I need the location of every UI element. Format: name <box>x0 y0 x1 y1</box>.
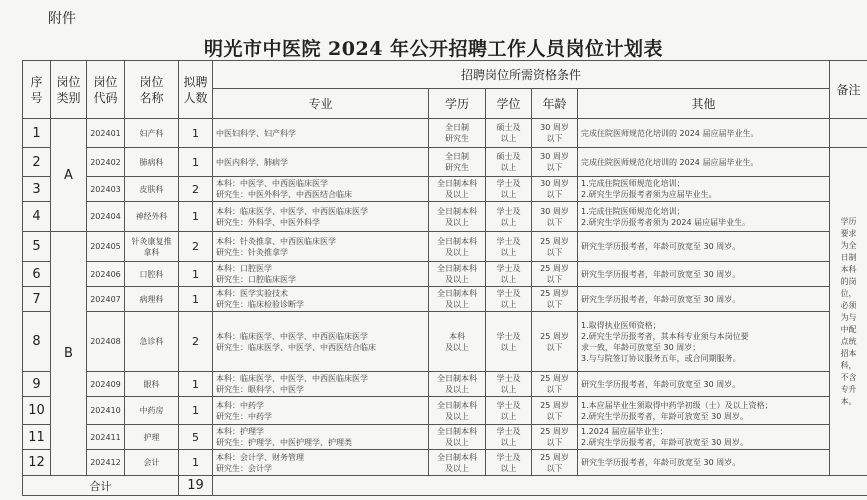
cell-line: 为与 <box>840 312 857 322</box>
degree-requirement <box>486 397 532 425</box>
cell-line: 及以上 <box>445 411 469 421</box>
table-row <box>23 312 867 372</box>
cell-line: 岗位 <box>56 74 81 89</box>
cell-line: 研究生学历报考者，年龄可放宽至 30 周岁。 <box>581 242 741 251</box>
cell-line: 针灸康复推 <box>131 236 172 246</box>
cell-line: 学士及 <box>496 289 521 298</box>
cell-line: 妇产科 <box>139 128 164 138</box>
cell-line: 类别 <box>56 90 81 105</box>
row-number: 11 <box>23 425 51 450</box>
post-code: 202411 <box>87 425 125 450</box>
post-code: 202409 <box>87 372 125 397</box>
cell-line: 全日制本科 <box>437 400 477 410</box>
cell-line: 科， <box>840 360 857 370</box>
education-requirement <box>429 119 486 148</box>
cell-line: 1.完成住院医师规范化培训； <box>581 206 685 216</box>
header-code <box>87 61 125 119</box>
age-requirement <box>532 119 578 148</box>
major-requirement <box>213 148 429 177</box>
age-requirement <box>532 148 578 177</box>
head-count: 2 <box>179 312 213 372</box>
remarks-note <box>830 148 867 476</box>
cell-line: 30 周岁 <box>540 123 569 132</box>
cell-line: 3.与与院签订协议服务五年，或合同期服务。 <box>581 353 741 363</box>
header-education: 学历 <box>429 89 486 119</box>
table-row <box>23 262 867 287</box>
cell-line: 学士及 <box>496 264 521 273</box>
post-name <box>125 450 179 476</box>
post-name <box>125 148 179 177</box>
cell-line: 以下 <box>546 134 563 143</box>
row-number: 7 <box>23 287 51 312</box>
cell-line: 急诊科 <box>139 337 164 346</box>
cell-line: 2.研究生学历报考者，年龄可放宽至 30 周岁。 <box>581 438 748 447</box>
cell-line: 全日制本科 <box>437 264 477 273</box>
total-count: 19 <box>179 476 213 496</box>
cell-line: 硕士及 <box>496 152 521 161</box>
row-number: 3 <box>23 177 51 202</box>
post-code: 202410 <box>87 397 125 425</box>
cell-line: 以下 <box>546 275 563 284</box>
degree-requirement <box>486 287 532 312</box>
cell-line: 学士及 <box>496 452 521 462</box>
other-requirement <box>578 450 830 476</box>
cell-line: 学士及 <box>496 374 521 383</box>
cell-line: 本科 <box>449 331 465 341</box>
cell-line: 人数 <box>183 90 208 105</box>
head-count: 1 <box>179 202 213 232</box>
age-requirement <box>532 372 578 397</box>
cell-line: 25 周岁 <box>540 400 569 410</box>
cell-line: 及以上 <box>445 300 469 309</box>
cell-line: 以上 <box>500 134 517 143</box>
cell-line: 专升 <box>840 384 857 394</box>
cell-line: 全日制本科 <box>437 236 477 246</box>
head-count: 1 <box>179 287 213 312</box>
post-name <box>125 397 179 425</box>
cell-line: 本科：中药学 <box>216 400 264 410</box>
cell-line: 本科：针灸推拿、中西医临床医学 <box>216 236 336 246</box>
header-degree: 学位 <box>486 89 532 119</box>
cell-line: 招本 <box>840 348 857 358</box>
cell-line: 硕士及 <box>496 123 521 132</box>
other-requirement <box>578 425 830 450</box>
header-age: 年龄 <box>532 89 578 119</box>
cell-line: 全日制本科 <box>437 179 477 188</box>
cell-line: 本科：临床医学、中医学、中西医临床医学 <box>216 206 368 216</box>
table-row <box>23 177 867 202</box>
row-number: 12 <box>23 450 51 476</box>
cell-line: 及以上 <box>445 385 469 394</box>
head-count: 1 <box>179 372 213 397</box>
age-requirement <box>532 232 578 262</box>
education-requirement <box>429 202 486 232</box>
major-requirement <box>213 287 429 312</box>
major-requirement <box>213 119 429 148</box>
other-requirement <box>578 148 830 177</box>
cell-line: 25 周岁 <box>540 374 569 383</box>
cell-line: 以下 <box>546 300 563 309</box>
other-requirement <box>578 397 830 425</box>
cell-line: 中药房 <box>139 406 164 415</box>
cell-line: 以上 <box>500 385 517 394</box>
document-title: 明光市中医院 2024 年公开招聘工作人员岗位计划表 <box>203 38 664 60</box>
row-number: 4 <box>23 202 51 232</box>
cell-line: 25 周岁 <box>540 427 569 436</box>
education-requirement <box>429 287 486 312</box>
cell-line: 以上 <box>500 163 517 172</box>
post-code: 202403 <box>87 177 125 202</box>
cell-line: 口腔科 <box>139 269 164 279</box>
cell-line: 1.本应届毕业生须取得中药学初级（士）及以上资格； <box>581 400 773 410</box>
header-name <box>125 61 179 119</box>
header-category <box>51 61 87 119</box>
cell-line: 30 周岁 <box>540 206 569 216</box>
cell-line: 会计 <box>143 458 160 467</box>
cell-line: 中配 <box>840 324 857 334</box>
cell-line: 研究生：口腔临床医学 <box>216 275 296 284</box>
cell-line: 代码 <box>93 90 118 105</box>
cell-line: 30 周岁 <box>540 179 569 188</box>
cell-line: 全日制本科 <box>437 206 477 216</box>
cell-line: 为全 <box>840 240 857 250</box>
table-row <box>23 372 867 397</box>
education-requirement <box>429 232 486 262</box>
cell-line: 学士及 <box>496 427 521 436</box>
cell-line: 学士及 <box>496 331 521 341</box>
row-number: 5 <box>23 232 51 262</box>
cell-line: 以下 <box>546 342 563 352</box>
post-code: 202408 <box>87 312 125 372</box>
cell-line: 2.研究生学历报考者，其本科专业须与本岗位要 <box>581 331 749 341</box>
cell-line: 学士及 <box>496 400 521 410</box>
header-conditions: 招聘岗位所需资格条件 <box>213 61 830 89</box>
cell-line: 研究生：针灸推拿学 <box>216 247 288 257</box>
post-name <box>125 425 179 450</box>
degree-requirement <box>486 372 532 397</box>
cell-line: 25 周岁 <box>540 264 569 273</box>
cell-line: 本科：口腔医学 <box>216 264 272 273</box>
degree-requirement <box>486 312 532 372</box>
cell-line: 研究生：临床医学、中医学、中西医结合临床 <box>216 342 376 352</box>
other-requirement <box>578 312 830 372</box>
post-code: 202407 <box>87 287 125 312</box>
cell-line: 本科：会计学、财务管理 <box>216 452 304 462</box>
cell-line: 以下 <box>546 247 563 257</box>
cell-line: 以上 <box>500 300 517 309</box>
cell-line: 研究生：中药学 <box>216 411 272 421</box>
cell-line: 神经外科 <box>135 212 168 221</box>
row-number: 9 <box>23 372 51 397</box>
cell-line: 1.2024 届应届毕业生； <box>581 427 668 436</box>
cell-line: 中医内科学、肺病学 <box>216 157 288 167</box>
cell-line: 研究生学历报考者，年龄可放宽至 30 周岁。 <box>581 379 741 389</box>
cell-line: 以上 <box>500 247 517 257</box>
cell-line: 以上 <box>500 217 517 227</box>
cell-line: 的岗 <box>840 276 857 286</box>
post-name <box>125 312 179 372</box>
degree-requirement <box>486 148 532 177</box>
header-seq <box>23 61 51 119</box>
other-requirement <box>578 262 830 287</box>
major-requirement <box>213 425 429 450</box>
cell-line: 以下 <box>546 217 563 227</box>
cell-line: 全日制本科 <box>437 452 477 462</box>
row-number: 8 <box>23 312 51 372</box>
cell-line: 病理科 <box>139 294 164 304</box>
age-requirement <box>532 312 578 372</box>
post-name <box>125 202 179 232</box>
cell-line: 全日制 <box>445 152 469 161</box>
major-requirement <box>213 312 429 372</box>
post-name <box>125 177 179 202</box>
cell-line: 不含 <box>840 372 857 382</box>
cell-line: 全日制本科 <box>437 289 477 298</box>
header-other: 其他 <box>578 89 830 119</box>
post-name <box>125 372 179 397</box>
post-name <box>125 119 179 148</box>
total-label: 合计 <box>23 476 179 496</box>
cell-line: 及以上 <box>445 463 469 473</box>
cell-line: 学历 <box>840 216 857 226</box>
header-major: 专业 <box>213 89 429 119</box>
cell-line: 求一致，年龄可放宽至 30 周岁； <box>581 342 701 352</box>
attachment-label: 附件 <box>48 11 76 27</box>
cell-line: 2.研究生学历报考者须为 2024 届应届毕业生。 <box>581 217 751 227</box>
major-requirement <box>213 232 429 262</box>
cell-line: 护理 <box>143 432 160 442</box>
education-requirement <box>429 425 486 450</box>
cell-line: 以下 <box>546 438 563 447</box>
table-row <box>23 232 867 262</box>
age-requirement <box>532 287 578 312</box>
other-requirement <box>578 177 830 202</box>
education-requirement <box>429 397 486 425</box>
cell-line: 研究生学历报考者，年龄可放宽至 30 周岁。 <box>581 458 741 467</box>
cell-line: 研究生学历报考者，年龄可放宽至 30 周岁。 <box>581 269 741 279</box>
education-requirement <box>429 177 486 202</box>
cell-line: 25 周岁 <box>540 289 569 298</box>
degree-requirement <box>486 262 532 287</box>
cell-line: 研究生：眼科学、中医学 <box>216 385 304 394</box>
degree-requirement <box>486 177 532 202</box>
head-count: 1 <box>179 450 213 476</box>
cell-line: 中医妇科学、妇产科学 <box>216 128 296 138</box>
post-name <box>125 232 179 262</box>
post-code: 202405 <box>87 232 125 262</box>
cell-line: 全日制本科 <box>437 374 477 383</box>
cell-line: 以下 <box>546 385 563 394</box>
age-requirement <box>532 202 578 232</box>
major-requirement <box>213 397 429 425</box>
table-row <box>23 450 867 476</box>
head-count: 2 <box>179 232 213 262</box>
cell-line: 本科：中医学、中西医临床医学 <box>216 179 328 188</box>
cell-line: 以下 <box>546 163 563 172</box>
post-code: 202412 <box>87 450 125 476</box>
row-number: 1 <box>23 119 51 148</box>
cell-line: 25 周岁 <box>540 331 569 341</box>
category-a: A <box>51 119 87 232</box>
cell-line: 及以上 <box>445 247 469 257</box>
cell-line: 及以上 <box>445 342 469 352</box>
other-requirement <box>578 232 830 262</box>
cell-line: 以上 <box>500 190 517 199</box>
cell-line: 1.完成住院医师规范化培训； <box>581 179 685 188</box>
age-requirement <box>532 425 578 450</box>
cell-line: 位， <box>840 288 857 298</box>
cell-line: 及以上 <box>445 275 469 284</box>
cell-line: 眼科 <box>143 379 160 389</box>
cell-line: 以上 <box>500 438 517 447</box>
cell-line: 岗位 <box>139 74 164 89</box>
cell-line: 全日制 <box>445 123 469 132</box>
cell-line: 研究生 <box>445 163 469 172</box>
post-code: 202404 <box>87 202 125 232</box>
age-requirement <box>532 450 578 476</box>
remarks-empty <box>830 119 867 148</box>
recruitment-table <box>22 60 867 496</box>
cell-line: 本科：临床医学、中医学、中西医临床医学 <box>216 331 368 341</box>
major-requirement <box>213 202 429 232</box>
cell-line: 研究生：中医外科学、中西医结合临床 <box>216 190 352 199</box>
education-requirement <box>429 450 486 476</box>
head-count: 1 <box>179 148 213 177</box>
major-requirement <box>213 450 429 476</box>
degree-requirement <box>486 425 532 450</box>
row-number: 10 <box>23 397 51 425</box>
total-empty <box>213 476 867 496</box>
cell-line: 2.研究生学历报考者须为应届毕业生。 <box>581 190 717 199</box>
cell-line: 肺病科 <box>139 157 164 167</box>
degree-requirement <box>486 202 532 232</box>
education-requirement <box>429 262 486 287</box>
cell-line: 号 <box>30 90 43 105</box>
post-name <box>125 262 179 287</box>
cell-line: 及以上 <box>445 217 469 227</box>
other-requirement <box>578 119 830 148</box>
cell-line: 研究生学历报考者，年龄可放宽至 30 周岁。 <box>581 294 741 304</box>
degree-requirement <box>486 119 532 148</box>
header-remarks: 备注 <box>830 61 867 119</box>
cell-line: 及以上 <box>445 438 469 447</box>
cell-line: 研究生：临床检验诊断学 <box>216 300 304 309</box>
cell-line: 序 <box>30 74 43 89</box>
cell-line: 研究生：外科学、中医外科学 <box>216 217 320 227</box>
major-requirement <box>213 372 429 397</box>
cell-line: 2.研究生学历报考者，年龄可放宽至 30 周岁。 <box>581 411 748 421</box>
other-requirement <box>578 287 830 312</box>
cell-line: 必须 <box>840 300 857 310</box>
cell-line: 研究生 <box>445 134 469 143</box>
degree-requirement <box>486 232 532 262</box>
education-requirement <box>429 372 486 397</box>
row-number: 6 <box>23 262 51 287</box>
other-requirement <box>578 372 830 397</box>
table-row <box>23 397 867 425</box>
cell-line: 以下 <box>546 411 563 421</box>
cell-line: 皮肤科 <box>139 184 164 194</box>
cell-line: 本科 <box>840 264 857 274</box>
table-row <box>23 148 867 177</box>
age-requirement <box>532 177 578 202</box>
cell-line: 拟聘 <box>183 74 208 89</box>
cell-line: 以下 <box>546 190 563 199</box>
cell-line: 日制 <box>840 252 857 262</box>
cell-line: 25 周岁 <box>540 236 569 246</box>
cell-line: 以上 <box>500 342 517 352</box>
cell-line: 研究生：护理学、中医护理学、护理类 <box>216 438 352 447</box>
major-requirement <box>213 177 429 202</box>
post-code: 202406 <box>87 262 125 287</box>
cell-line: 30 周岁 <box>540 152 569 161</box>
post-code: 202402 <box>87 148 125 177</box>
cell-line: 及以上 <box>445 190 469 199</box>
category-b: B <box>51 232 87 476</box>
cell-line: 以上 <box>500 275 517 284</box>
cell-line: 本科：医学实验技术 <box>216 289 288 298</box>
cell-line: 完成住院医师规范化培训的 2024 届应届毕业生。 <box>581 128 759 138</box>
table-row <box>23 287 867 312</box>
cell-line: 25 周岁 <box>540 452 569 462</box>
head-count: 2 <box>179 177 213 202</box>
cell-line: 学士及 <box>496 179 521 188</box>
table-row <box>23 425 867 450</box>
cell-line: 全日制本科 <box>437 427 477 436</box>
major-requirement <box>213 262 429 287</box>
cell-line: 名称 <box>139 90 164 105</box>
cell-line: 以上 <box>500 463 517 473</box>
age-requirement <box>532 397 578 425</box>
cell-line: 点统 <box>840 336 857 346</box>
cell-line: 以上 <box>500 411 517 421</box>
education-requirement <box>429 312 486 372</box>
cell-line: 本科：临床医学、中医学、中西医临床医学 <box>216 374 368 383</box>
cell-line: 拿科 <box>143 247 160 257</box>
cell-line: 本。 <box>840 396 857 406</box>
age-requirement <box>532 262 578 287</box>
header-count <box>179 61 213 119</box>
post-name <box>125 287 179 312</box>
cell-line: 岗位 <box>93 74 118 89</box>
head-count: 1 <box>179 119 213 148</box>
education-requirement <box>429 148 486 177</box>
cell-line: 学士及 <box>496 236 521 246</box>
head-count: 1 <box>179 262 213 287</box>
post-code: 202401 <box>87 119 125 148</box>
cell-line: 学士及 <box>496 206 521 216</box>
cell-line: 本科：护理学 <box>216 427 264 436</box>
row-number: 2 <box>23 148 51 177</box>
cell-line: 完成住院医师规范化培训的 2024 届应届毕业生。 <box>581 157 759 167</box>
cell-line: 1.取得执业医师资格； <box>581 320 661 330</box>
cell-line: 以下 <box>546 463 563 473</box>
cell-line: 要求 <box>840 228 857 238</box>
table-row <box>23 202 867 232</box>
degree-requirement <box>486 450 532 476</box>
cell-line: 研究生：会计学 <box>216 463 272 473</box>
head-count: 1 <box>179 397 213 425</box>
head-count: 5 <box>179 425 213 450</box>
table-row <box>23 119 867 148</box>
other-requirement <box>578 202 830 232</box>
